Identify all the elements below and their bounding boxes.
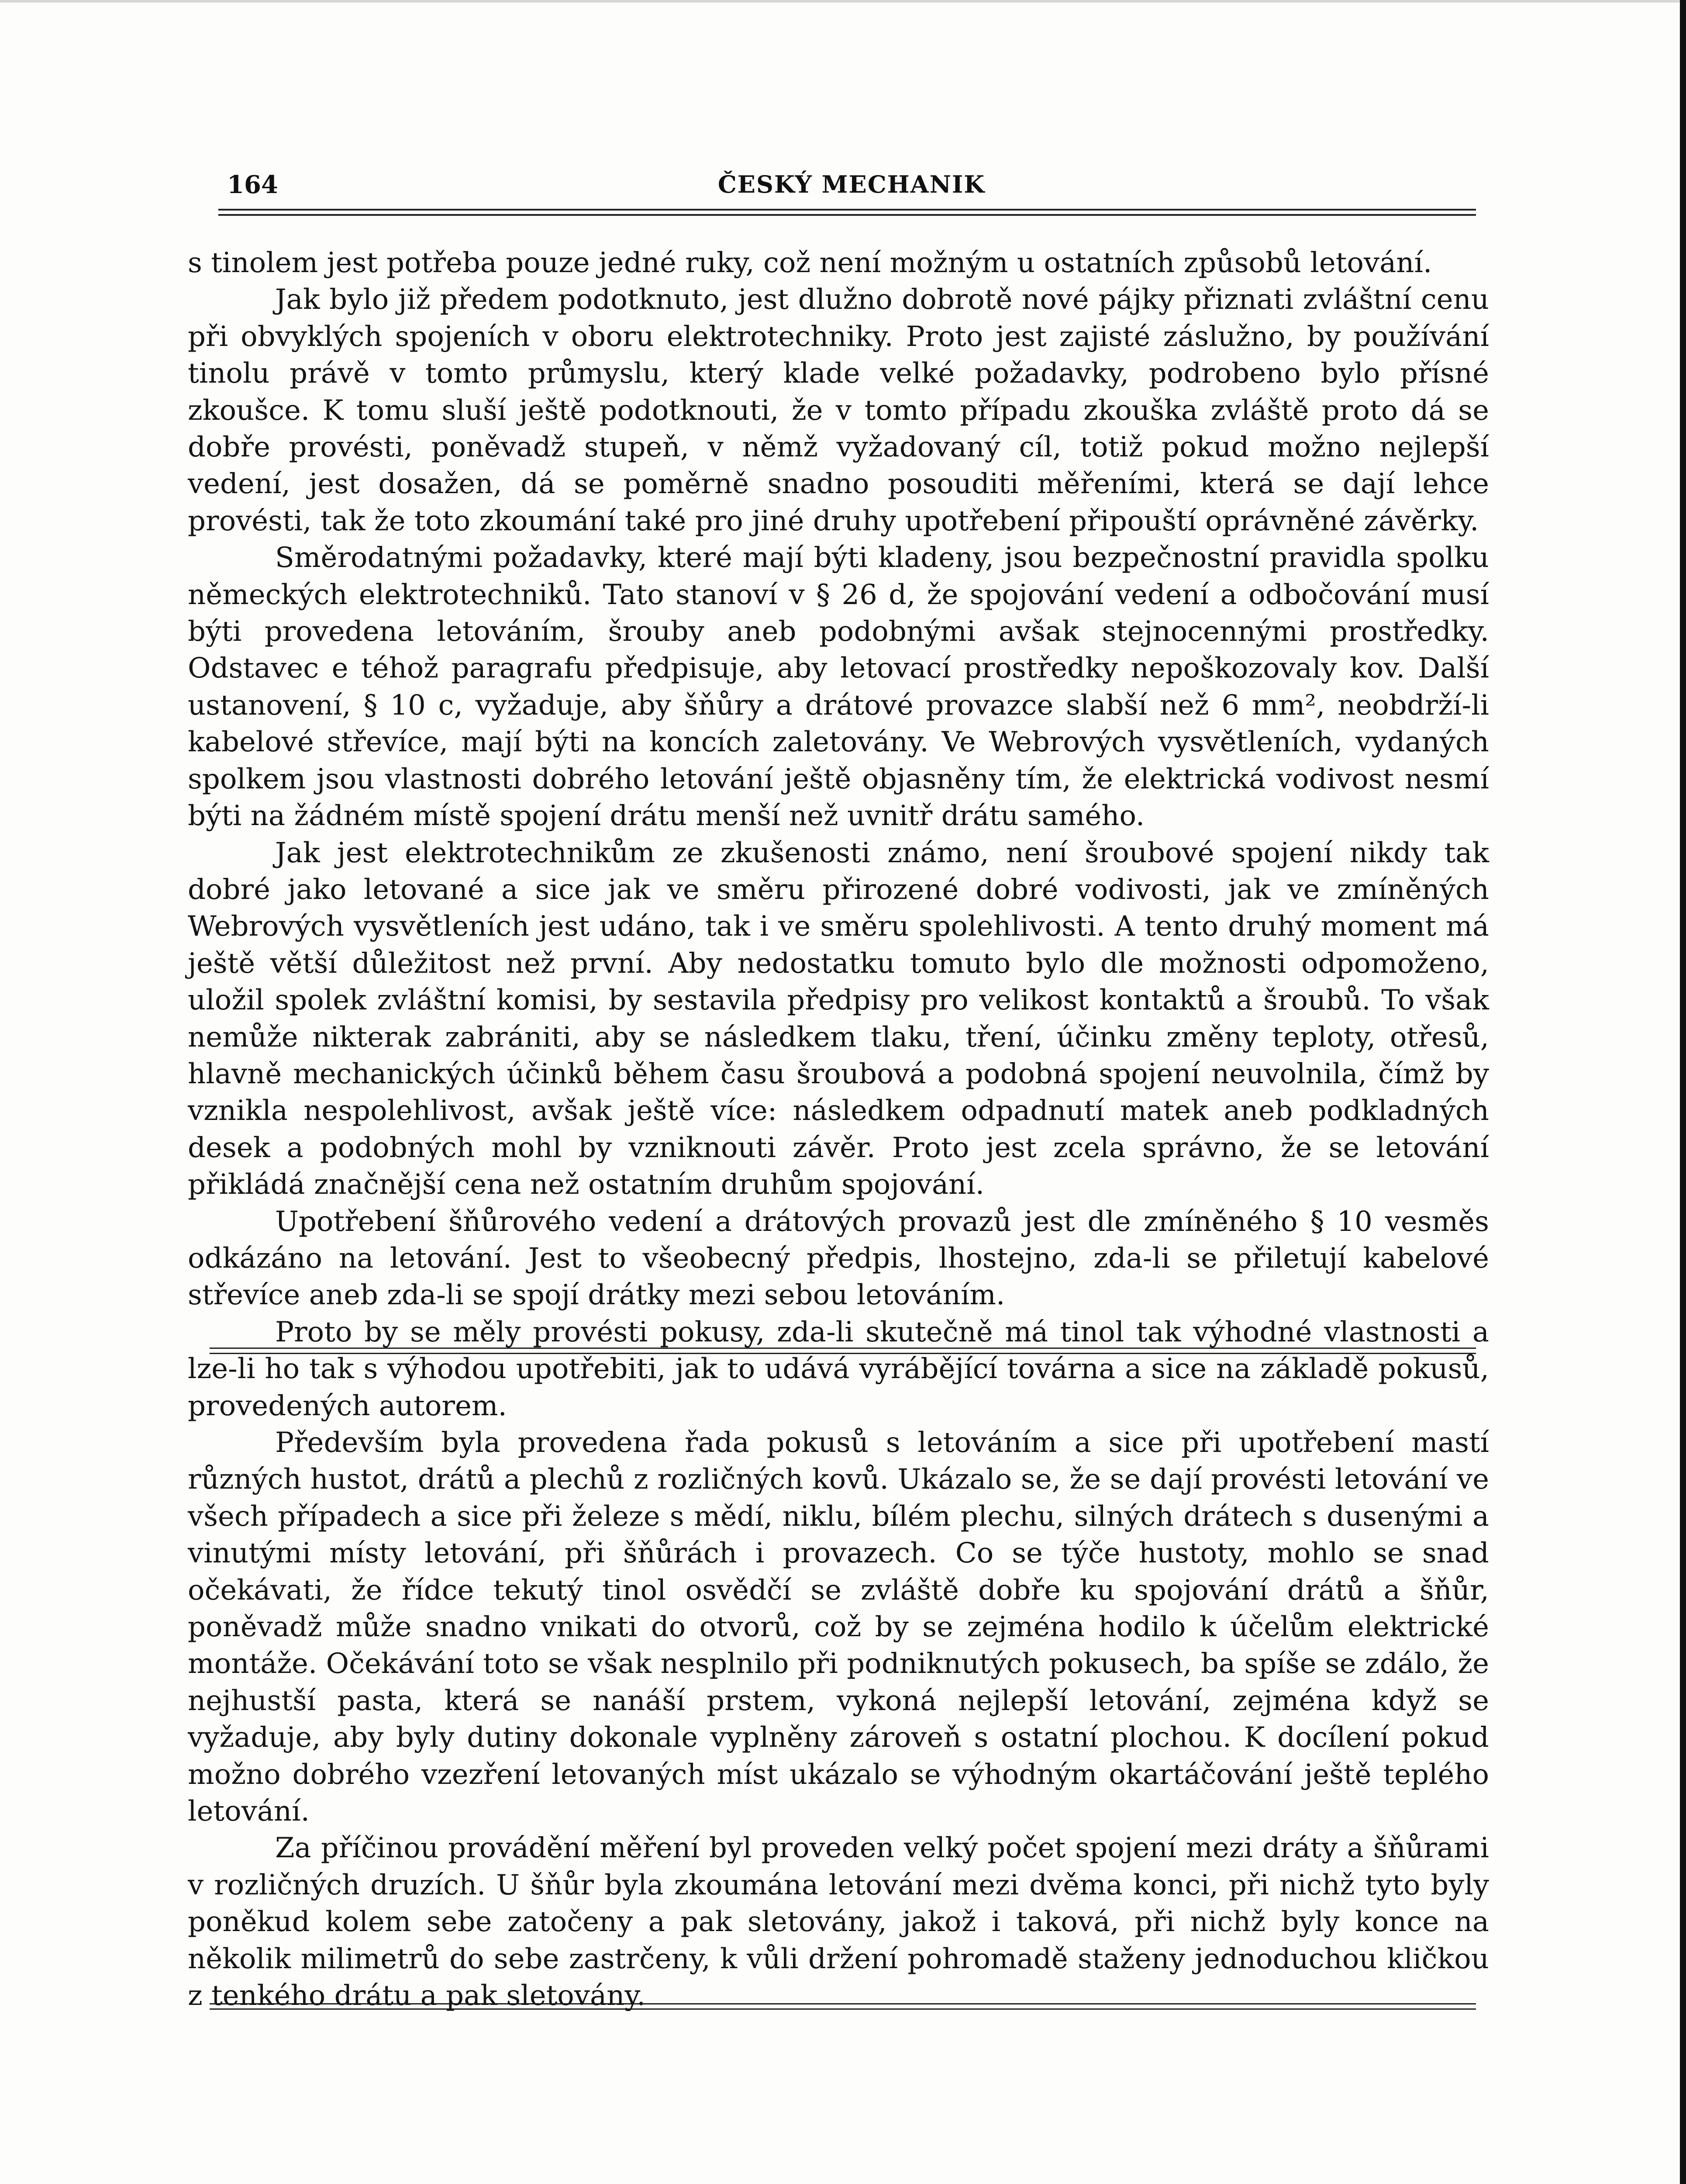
scan-edge-top xyxy=(0,0,1686,3)
paragraph-8: Za příčinou provádění měření byl proveden velký počet spojení mezi dráty a šňůrami v rozličných druzích. U šňůr byla zkoumána letování mezi dvěma konci, při nichž tyto byly poněkud kolem sebe zatočeny a pak sletovány, jakož i taková, při nichž byly konce na několik milimetrů do sebe zastrčeny, k vůli držení pohromadě staženy jednoduchou kličkou z tenkého drátu a pak sletovány. xyxy=(188,1832,1489,2012)
paragraph-1: s tinolem jest potřeba pouze jedné ruky, což není možným u ostatních způsobů letování. xyxy=(188,247,1432,279)
paragraph-6: Proto by se měly provésti pokusy, zda-li skutečně má tinol tak výhodné vlastnosti a lze-li ho tak s výhodou upotřebiti, jak to udává vyrábějící továrna a sice na základě pokusů, provedených autorem. xyxy=(188,1316,1489,1422)
scan-edge-right xyxy=(1680,0,1686,2184)
article-body xyxy=(188,245,1489,2015)
paragraph-5: Upotřebení šňůrového vedení a drátových provazů jest dle zmíněného § 10 vesměs odkázáno na letování. Jest to všeobecný předpis, lhostejno, zda-li se přiletují kabelové střevíce aneb zda-li se spojí drátky mezi sebou letováním. xyxy=(188,1205,1489,1312)
paragraph-2: Jak bylo již předem podotknuto, jest dlužno dobrotě nové pájky přiznati zvláštní cenu při obvyklých spojeních v oboru elektrotechniky. Proto jest zajisté záslužno, by používání tinolu právě v tomto průmyslu, který klade velké požadavky, podrobeno bylo přísné zkoušce. K tomu sluší ještě podotknouti, že v tomto případu zkouška zvláště proto dá se dobře provésti, poněvadž stupeň, v němž vyžadovaný cíl, totiž pokud možno nejlepší vedení, jest dosažen, dá se poměrně snadno posouditi měřeními, která se dají lehce provésti, tak že toto zkoumání také pro jiné druhy upotřebení připouští oprávněné závěrky. xyxy=(188,283,1489,537)
paragraph-4: Jak jest elektrotechnikům ze zkušenosti známo, není šroubové spojení nikdy tak dobré jako letované a sice jak ve směru přirozené dobré vodivosti, jak ve zmíněných Webrových vysvětleních jest udáno, tak i ve směru spolehlivosti. A tento druhý moment má ještě větší důležitost než první. Aby nedostatku tomuto bylo dle možnosti odpomoženo, uložil spolek zvláštní komisi, by sestavila předpisy pro velikost kontaktů a šroubů. To však nemůže nikterak zabrániti, aby se následkem tlaku, tření, účinku změny teploty, otřesů, hlavně mechanických účinků během času šroubová a podobná spojení neuvolnila, čímž by vznikla nespolehlivost, avšak ještě více: následkem odpadnutí matek aneb podkladných desek a podobných mohl by vzniknouti závěr. Proto jest zcela správno, že se letování přikládá značnější cena než ostatním druhům spojování. xyxy=(188,836,1489,1201)
journal-title: ČESKÝ MECHANIK xyxy=(717,170,986,198)
page-number: 164 xyxy=(227,170,278,199)
header-rule-top xyxy=(218,209,1476,211)
paragraph-3: Směrodatnými požadavky, které mají býti kladeny, jsou bezpečnostní pravidla spolku německých elektrotechniků. Tato stanoví v § 26 d, že spojování vedení a odbočování musí býti provedena letováním, šrouby aneb podobnými avšak stejnocennými prostředky. Odstavec e téhož paragrafu předpisuje, aby letovací prostředky nepoškozovaly kov. Další ustanovení, § 10 c, vyžaduje, aby šňůry a drátové provazce slabší než 6 mm², neobdrží-li kabelové střevíce, mají býti na koncích zaletovány. Ve Webrových vysvětleních, vydaných spolkem jsou vlastnosti dobrého letování ještě objasněny tím, že elektrická vodivost nesmí býti na žádném místě spojení drátu menší než uvnitř drátu samého. xyxy=(188,542,1489,833)
running-head xyxy=(227,170,1476,197)
paragraph-7: Především byla provedena řada pokusů s letováním a sice při upotřebení mastí různých hustot, drátů a plechů z rozličných kovů. Ukázalo se, že se dají provésti letování ve všech případech a sice při železe s mědí, niklu, bílém plechu, silných drátech s dusenými a vinutými místy letování, při šňůrách i provazech. Co se týče hustoty, mohlo se snad očekávati, že řídce tekutý tinol osvědčí se zvláště dobře ku spojování drátů a šňůr, poněvadž může snadno vnikati do otvorů, což by se zejména hodilo k účelům elektrické montáže. Očekávání toto se však nesplnilo při podniknutých pokusech, ba spíše se zdálo, že nejhustší pasta, která se nanáší prstem, vykoná nejlepší letování, zejména když se vyžaduje, aby byly dutiny dokonale vyplněny zároveň s ostatní plochou. K docílení pokud možno dobrého vzezření letovaných míst ukázalo se výhodným okartáčování ještě teplého letování. xyxy=(188,1427,1489,1828)
header-rule-bottom xyxy=(218,214,1476,216)
